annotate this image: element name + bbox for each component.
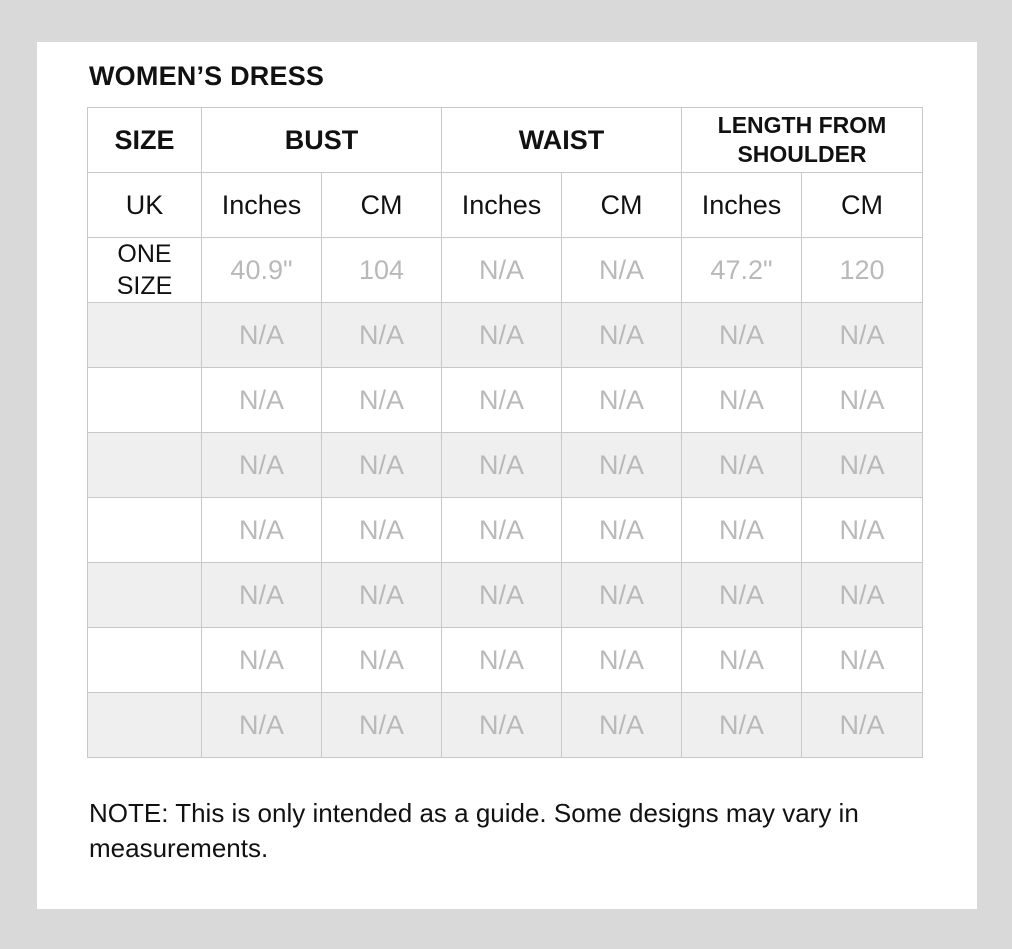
waist-cm-cell: N/A <box>562 368 682 433</box>
waist-inches-cell: N/A <box>442 303 562 368</box>
bust-inches-cell: 40.9" <box>202 238 322 303</box>
bust-inches-cell: N/A <box>202 693 322 758</box>
subheader-length-inches: Inches <box>682 173 802 238</box>
table-row <box>88 368 923 433</box>
bust-cm-cell: N/A <box>322 498 442 563</box>
table-row <box>88 628 923 693</box>
length-cm-cell: N/A <box>802 433 923 498</box>
waist-cm-cell: N/A <box>562 628 682 693</box>
bust-inches-cell: N/A <box>202 303 322 368</box>
length-inches-cell: 47.2" <box>682 238 802 303</box>
subheader-size-system: UK <box>88 173 202 238</box>
table-row <box>88 693 923 758</box>
bust-cm-cell: N/A <box>322 433 442 498</box>
subheader-bust-cm: CM <box>322 173 442 238</box>
length-inches-cell: N/A <box>682 628 802 693</box>
length-cm-cell: N/A <box>802 563 923 628</box>
header-row <box>88 108 923 173</box>
bust-inches-cell: N/A <box>202 498 322 563</box>
waist-cm-cell: N/A <box>562 693 682 758</box>
size-cell <box>88 433 202 498</box>
length-cm-cell: N/A <box>802 303 923 368</box>
size-cell <box>88 303 202 368</box>
waist-cm-cell: N/A <box>562 563 682 628</box>
length-cm-cell: 120 <box>802 238 923 303</box>
length-cm-cell: N/A <box>802 628 923 693</box>
size-cell <box>88 563 202 628</box>
subheader-row <box>88 173 923 238</box>
size-label: ONE SIZE <box>116 240 173 300</box>
header-waist: WAIST <box>442 108 682 173</box>
table-row <box>88 238 923 303</box>
waist-inches-cell: N/A <box>442 628 562 693</box>
table-row <box>88 563 923 628</box>
waist-inches-cell: N/A <box>442 368 562 433</box>
length-inches-cell: N/A <box>682 498 802 563</box>
bust-cm-cell: 104 <box>322 238 442 303</box>
size-cell <box>88 628 202 693</box>
subheader-waist-cm: CM <box>562 173 682 238</box>
sizing-note: NOTE: This is only intended as a guide. Some designs may vary in measurements. <box>89 798 859 863</box>
waist-cm-cell: N/A <box>562 238 682 303</box>
length-cm-cell: N/A <box>802 498 923 563</box>
subheader-waist-inches: Inches <box>442 173 562 238</box>
waist-inches-cell: N/A <box>442 238 562 303</box>
table-row <box>88 498 923 563</box>
length-cm-cell: N/A <box>802 693 923 758</box>
waist-inches-cell: N/A <box>442 693 562 758</box>
waist-inches-cell: N/A <box>442 498 562 563</box>
bust-inches-cell: N/A <box>202 368 322 433</box>
size-chart-table <box>87 107 923 758</box>
size-cell <box>88 498 202 563</box>
length-inches-cell: N/A <box>682 433 802 498</box>
bust-inches-cell: N/A <box>202 433 322 498</box>
header-length-label: LENGTH FROM SHOULDER <box>717 112 887 167</box>
length-inches-cell: N/A <box>682 693 802 758</box>
bust-cm-cell: N/A <box>322 693 442 758</box>
chart-title: WOMEN’S DRESS <box>89 61 325 91</box>
bust-cm-cell: N/A <box>322 303 442 368</box>
table-row <box>88 433 923 498</box>
waist-inches-cell: N/A <box>442 563 562 628</box>
waist-cm-cell: N/A <box>562 498 682 563</box>
table-row <box>88 303 923 368</box>
length-inches-cell: N/A <box>682 368 802 433</box>
waist-inches-cell: N/A <box>442 433 562 498</box>
header-size: SIZE <box>88 108 202 173</box>
bust-cm-cell: N/A <box>322 628 442 693</box>
subheader-bust-inches: Inches <box>202 173 322 238</box>
bust-inches-cell: N/A <box>202 563 322 628</box>
length-inches-cell: N/A <box>682 303 802 368</box>
waist-cm-cell: N/A <box>562 303 682 368</box>
size-cell <box>88 693 202 758</box>
length-cm-cell: N/A <box>802 368 923 433</box>
size-cell <box>88 238 202 303</box>
size-cell <box>88 368 202 433</box>
bust-cm-cell: N/A <box>322 563 442 628</box>
waist-cm-cell: N/A <box>562 433 682 498</box>
bust-inches-cell: N/A <box>202 628 322 693</box>
length-inches-cell: N/A <box>682 563 802 628</box>
header-length <box>682 108 923 173</box>
header-bust: BUST <box>202 108 442 173</box>
bust-cm-cell: N/A <box>322 368 442 433</box>
subheader-length-cm: CM <box>802 173 923 238</box>
